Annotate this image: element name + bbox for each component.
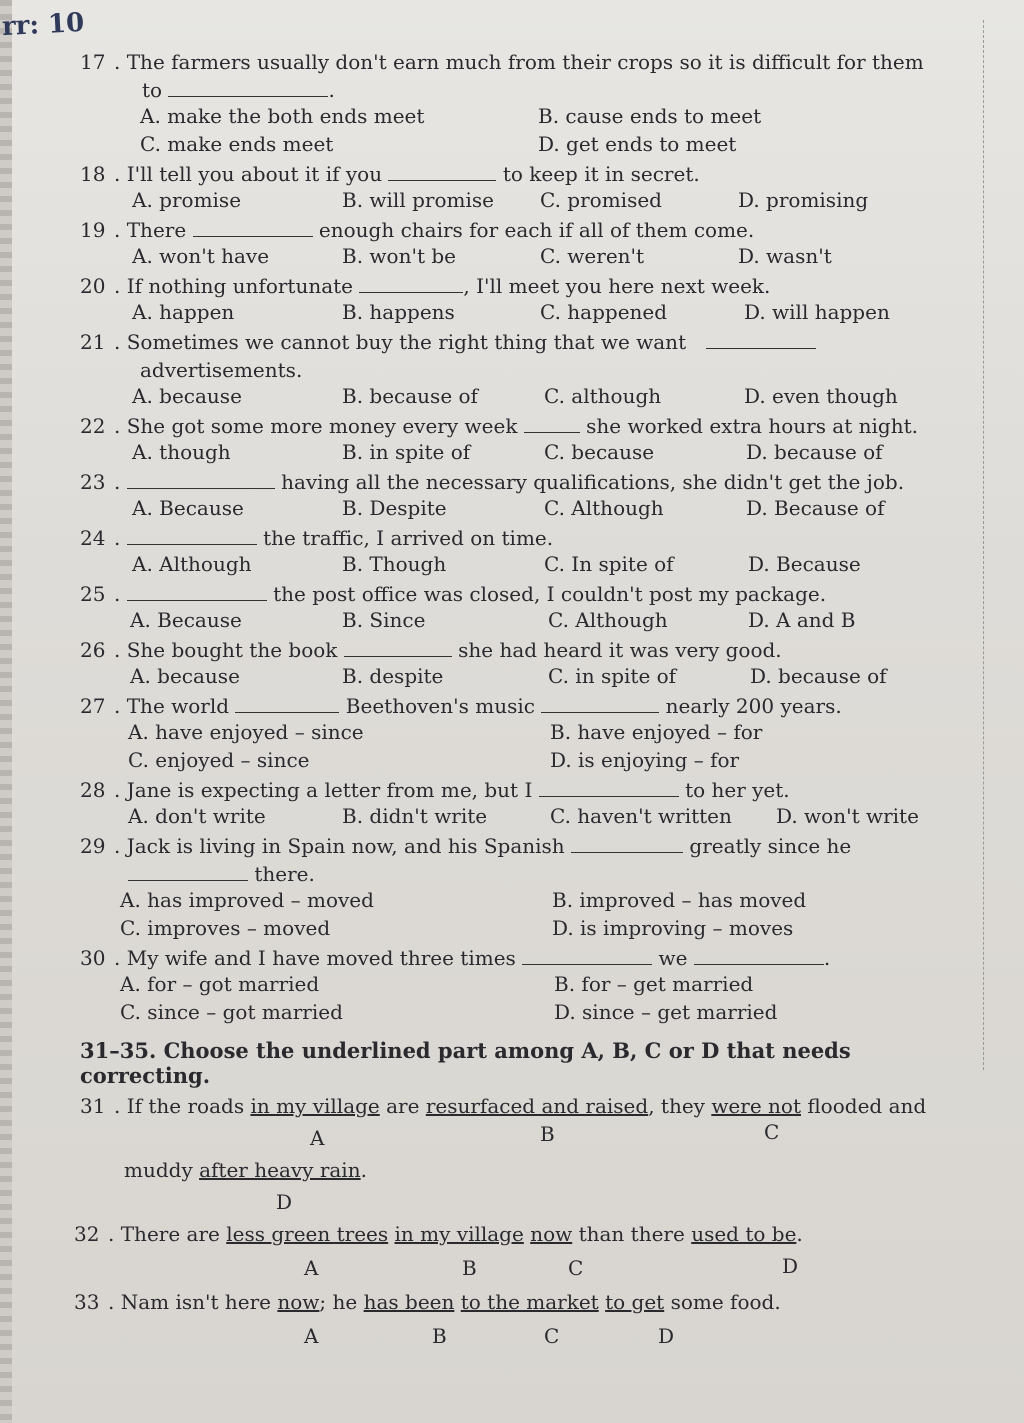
underlined-part-d[interactable]: used to be xyxy=(691,1222,797,1246)
option-b[interactable]: B. Since xyxy=(342,608,426,632)
question-21: 21 . Sometimes we cannot buy the right thing that we want advertisements. xyxy=(80,328,960,384)
answer-blank[interactable] xyxy=(359,272,463,293)
underlined-part-d[interactable]: to get xyxy=(605,1290,665,1314)
answer-blank[interactable] xyxy=(524,412,580,433)
option-b[interactable]: B. won't be xyxy=(342,244,456,268)
option-b[interactable]: B. Though xyxy=(342,552,447,576)
option-b[interactable]: B. improved – has moved xyxy=(552,888,807,912)
answer-blank[interactable] xyxy=(344,636,452,657)
option-a[interactable]: A. happen xyxy=(132,300,235,324)
question-27: 27 . The world Beethoven's music nearly 200 years. xyxy=(80,694,842,718)
part-label-c: C xyxy=(764,1120,780,1144)
option-a[interactable]: A. don't write xyxy=(128,804,266,828)
options-29b xyxy=(80,916,960,944)
option-b[interactable]: B. for – get married xyxy=(554,972,754,996)
part-label-a: A xyxy=(304,1324,319,1348)
options-20 xyxy=(80,300,960,328)
option-d[interactable]: D. wasn't xyxy=(738,244,832,268)
options-25 xyxy=(80,608,960,636)
options-21 xyxy=(80,384,960,412)
options-23 xyxy=(80,496,960,524)
options-26 xyxy=(80,664,960,692)
question-25: 25 . the post office was closed, I couldn't post my package. xyxy=(80,582,827,606)
question-30: 30 . My wife and I have moved three times we . xyxy=(80,946,831,970)
answer-blank-1[interactable] xyxy=(235,692,339,713)
option-c[interactable]: C. haven't written xyxy=(550,804,732,828)
option-d[interactable]: D. is enjoying – for xyxy=(550,748,740,772)
option-a[interactable]: A. promise xyxy=(132,188,242,212)
option-d[interactable]: D. won't write xyxy=(776,804,919,828)
question-29: 29 . Jack is living in Spain now, and his Spanish greatly since he there. xyxy=(80,834,852,886)
option-d[interactable]: D. since – get married xyxy=(554,1000,778,1024)
options-22 xyxy=(80,440,960,468)
option-a[interactable]: A. has improved – moved xyxy=(120,888,374,912)
option-c[interactable]: C. make ends meet xyxy=(140,132,334,156)
option-a[interactable]: A. Because xyxy=(130,608,242,632)
part-label-d: D xyxy=(782,1254,799,1278)
options-29 xyxy=(80,888,960,916)
question-28: 28 . Jane is expecting a letter from me, but I to her yet. xyxy=(80,778,790,802)
option-d[interactable]: D. is improving – moves xyxy=(552,916,794,940)
part-label-b: B xyxy=(462,1256,477,1280)
option-c[interactable]: C. enjoyed – since xyxy=(128,748,310,772)
option-b[interactable]: B. Despite xyxy=(342,496,447,520)
question-19: 19 . There enough chairs for each if all of them come. xyxy=(80,218,755,242)
part-label-a: A xyxy=(310,1126,325,1150)
underlined-part-b[interactable]: has been xyxy=(363,1290,455,1314)
option-a[interactable]: A. have enjoyed – since xyxy=(128,720,364,744)
option-b[interactable]: B. despite xyxy=(342,664,444,688)
underlined-part-a[interactable]: now xyxy=(277,1290,320,1314)
answer-blank-1[interactable] xyxy=(571,832,683,853)
option-b[interactable]: B. cause ends to meet xyxy=(538,104,762,128)
answer-blank-2[interactable] xyxy=(541,692,659,713)
underlined-part-c[interactable]: were not xyxy=(711,1094,801,1118)
option-c[interactable]: C. weren't xyxy=(540,244,645,268)
options-28 xyxy=(80,804,960,832)
part-label-b: B xyxy=(432,1324,447,1348)
answer-blank[interactable] xyxy=(127,580,267,601)
option-a[interactable]: A. won't have xyxy=(132,244,270,268)
question-33: 33 . Nam isn't here now; he has been to the market to get some food. A B C D xyxy=(74,1290,781,1348)
option-b[interactable]: B. happens xyxy=(342,300,455,324)
option-d[interactable]: D. because of xyxy=(746,440,883,464)
option-d[interactable]: D. get ends to meet xyxy=(538,132,737,156)
option-c[interactable]: C. promised xyxy=(540,188,662,212)
binding-spine xyxy=(0,0,12,1423)
option-d[interactable]: D. Because of xyxy=(746,496,885,520)
options-24 xyxy=(80,552,960,580)
part-label-d: D xyxy=(658,1324,675,1348)
option-c[interactable]: C. Although xyxy=(544,496,664,520)
answer-blank-2[interactable] xyxy=(694,944,824,965)
option-a[interactable]: A. though xyxy=(132,440,231,464)
corner-mark: rr: 10 xyxy=(1,7,85,43)
options-30b xyxy=(80,1000,960,1028)
options-18 xyxy=(80,188,960,216)
option-d[interactable]: D. promising xyxy=(738,188,869,212)
part-label-d: D xyxy=(276,1190,293,1214)
answer-blank-2[interactable] xyxy=(128,860,248,881)
option-a[interactable]: A. Although xyxy=(132,552,252,576)
options-27b xyxy=(80,748,960,776)
option-a[interactable]: A. because xyxy=(132,384,242,408)
answer-blank-1[interactable] xyxy=(522,944,652,965)
underlined-part-d[interactable]: after heavy rain xyxy=(199,1158,361,1182)
section-heading: 31–35. Choose the underlined part among A, B, C or D that needs correcting. xyxy=(80,1038,851,1088)
option-a[interactable]: A. Because xyxy=(132,496,244,520)
option-b[interactable]: B. didn't write xyxy=(342,804,488,828)
options-19 xyxy=(80,244,960,272)
option-c[interactable]: C. Although xyxy=(548,608,668,632)
option-b[interactable]: B. because of xyxy=(342,384,478,408)
answer-blank[interactable] xyxy=(193,216,313,237)
option-d[interactable]: D. Because xyxy=(748,552,861,576)
options-17b xyxy=(80,132,960,160)
option-c[interactable]: C. improves – moved xyxy=(120,916,331,940)
option-d[interactable]: D. even though xyxy=(744,384,898,408)
answer-blank[interactable] xyxy=(388,160,496,181)
options-27 xyxy=(80,720,960,748)
part-label-c: C xyxy=(544,1324,560,1348)
question-18: 18 . I'll tell you about it if you to keep it in secret. xyxy=(80,162,700,186)
option-a[interactable]: A. make the both ends meet xyxy=(140,104,425,128)
option-d[interactable]: D. A and B xyxy=(748,608,856,632)
page-fold-line xyxy=(981,20,984,1070)
option-b[interactable]: B. have enjoyed – for xyxy=(550,720,763,744)
answer-blank[interactable] xyxy=(706,328,816,349)
option-c[interactable]: C. in spite of xyxy=(548,664,677,688)
part-label-c: C xyxy=(568,1256,584,1280)
answer-blank[interactable] xyxy=(127,524,257,545)
options-30 xyxy=(80,972,960,1000)
option-c[interactable]: C. happened xyxy=(540,300,668,324)
underlined-part-c[interactable]: to the market xyxy=(460,1290,599,1314)
option-b[interactable]: B. in spite of xyxy=(342,440,471,464)
underlined-part-a[interactable]: less green trees xyxy=(226,1222,389,1246)
question-31: 31 . If the roads in my village are resurfaced and raised, they were not flooded and A B C muddy after heavy rain. D xyxy=(80,1094,927,1214)
question-24: 24 . the traffic, I arrived on time. xyxy=(80,526,554,550)
question-23: 23 . having all the necessary qualifications, she didn't get the job. xyxy=(80,470,905,494)
question-32: 32 . There are less green trees in my village now than there used to be. A B C D xyxy=(74,1222,803,1280)
question-number: 17 xyxy=(80,50,106,74)
underlined-part-c[interactable]: now xyxy=(530,1222,573,1246)
options-17 xyxy=(80,104,960,132)
underlined-part-b[interactable]: in my village xyxy=(394,1222,524,1246)
option-d[interactable]: D. because of xyxy=(750,664,887,688)
option-d[interactable]: D. will happen xyxy=(744,300,890,324)
option-c[interactable]: C. although xyxy=(544,384,662,408)
question-list xyxy=(74,40,960,1356)
option-a[interactable]: A. because xyxy=(130,664,240,688)
answer-blank[interactable] xyxy=(539,776,679,797)
option-c[interactable]: C. since – got married xyxy=(120,1000,343,1024)
option-c[interactable]: C. because xyxy=(544,440,655,464)
part-label-b: B xyxy=(540,1122,555,1146)
option-b[interactable]: B. will promise xyxy=(342,188,494,212)
question-26: 26 . She bought the book she had heard it was very good. xyxy=(80,638,782,662)
option-c[interactable]: C. In spite of xyxy=(544,552,674,576)
question-stem: The farmers usually don't earn much from their crops so it is difficult for them xyxy=(126,50,924,74)
question-22: 22 . She got some more money every week she worked extra hours at night. xyxy=(80,414,918,438)
underlined-part-b[interactable]: resurfaced and raised xyxy=(425,1094,649,1118)
answer-blank[interactable] xyxy=(168,76,328,97)
question-20: 20 . If nothing unfortunate , I'll meet you here next week. xyxy=(80,274,771,298)
underlined-part-a[interactable]: in my village xyxy=(250,1094,380,1118)
option-a[interactable]: A. for – got married xyxy=(120,972,320,996)
answer-blank[interactable] xyxy=(127,468,275,489)
part-label-a: A xyxy=(304,1256,319,1280)
question-17: 17 . The farmers usually don't earn much from their crops so it is difficult for them to . xyxy=(80,50,924,102)
